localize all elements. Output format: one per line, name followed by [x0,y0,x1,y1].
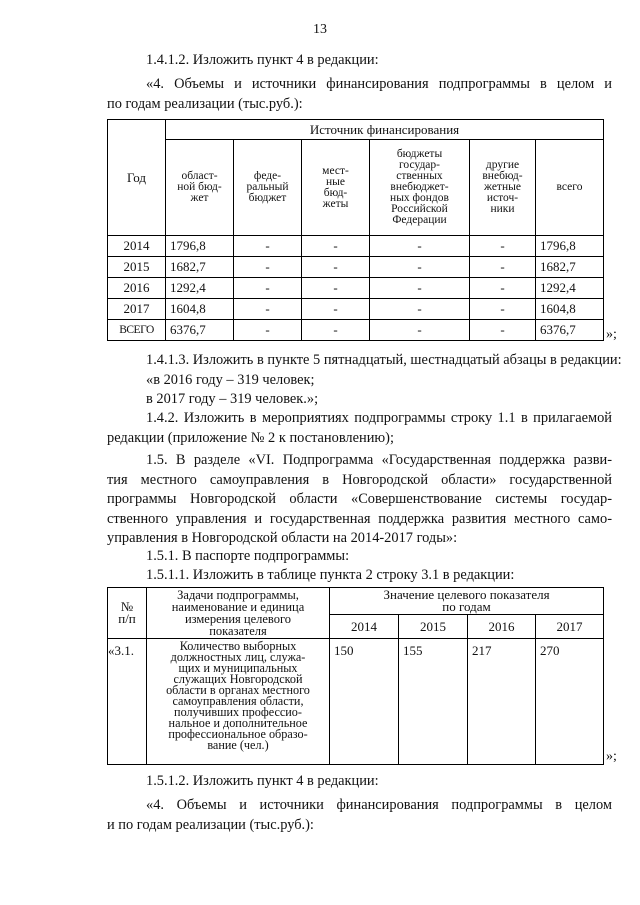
cell-local: - [302,257,370,278]
table2-closing-quote: »; [606,749,617,764]
cell-total: 1682,7 [536,257,604,278]
cell-number: «3.1. [108,639,147,765]
col-header-federal: феде- ральный бюджет [234,140,302,236]
table-row [108,236,604,257]
cell-total: 1796,8 [536,236,604,257]
col-header-year: Год [108,120,166,236]
cell-federal: - [234,320,302,341]
table-row [108,639,604,765]
paragraph-1-5-1: 1.5.1. В паспорте подпрограммы: [146,548,350,564]
paragraph-4-heading-2-line2: и по годам реализации (тыс.руб.): [107,817,314,833]
cell-regional: 1292,4 [166,278,234,299]
cell-value-2014: 150 [330,639,399,765]
cell-regional: 1796,8 [166,236,234,257]
col-header-2014: 2014 [330,615,399,639]
col-header-funds: бюджеты государ- ственных внебюджет- ных фондов Российской Федерации [370,140,470,236]
table-row [108,299,604,320]
paragraph-2017: в 2017 году – 319 человек.»; [146,391,319,407]
financing-table-1 [107,119,604,341]
cell-value-2017: 270 [536,639,604,765]
cell-federal: - [234,299,302,320]
cell-funds: - [370,257,470,278]
table-row [108,278,604,299]
cell-other: - [470,299,536,320]
paragraph-2016: «в 2016 году – 319 человек; [146,372,315,388]
col-header-2015: 2015 [399,615,468,639]
paragraph-1-4-1-3: 1.4.1.3. Изложить в пункте 5 пятнадцатый, шестнадцатый абзацы в редакции: [146,352,622,368]
paragraph-4-heading-line1: «4. Объемы и источники финансирования подпрограммы в целом и [146,76,612,92]
cell-year: 2017 [108,299,166,320]
col-header-other: другие внебюд- жетные источ- ники [470,140,536,236]
paragraph-1-5-line2: тия местного самоуправления в Новгородской области» государственной [107,472,612,488]
col-header-local: мест- ные бюд- жеты [302,140,370,236]
paragraph-1-4-1-2: 1.4.1.2. Изложить пункт 4 в редакции: [146,52,379,68]
cell-regional: 6376,7 [166,320,234,341]
paragraph-1-5-line5: управления в Новгородской области на 2014-2017 годы»: [107,530,458,546]
cell-federal: - [234,236,302,257]
cell-funds: - [370,320,470,341]
col-header-task: Задачи подпрограммы, наименование и единица измерения целевого показателя [147,588,330,639]
cell-local: - [302,236,370,257]
cell-year: ВСЕГО [108,320,166,341]
paragraph-1-5-1-2: 1.5.1.2. Изложить пункт 4 в редакции: [146,773,379,789]
paragraph-1-4-2-line2: редакции (приложение № 2 к постановлению); [107,430,394,446]
cell-local: - [302,299,370,320]
paragraph-1-5-line4: ственного управления и государственная поддержка развития местного само- [107,511,612,527]
cell-total: 6376,7 [536,320,604,341]
cell-federal: - [234,257,302,278]
cell-federal: - [234,278,302,299]
paragraph-4-heading-2-line1: «4. Объемы и источники финансирования подпрограммы в целом [146,797,612,813]
cell-funds: - [370,278,470,299]
cell-local: - [302,320,370,341]
cell-other: - [470,278,536,299]
col-header-2017: 2017 [536,615,604,639]
cell-task: Количество выборных должностных лиц, служа- щих и муниципальных служащих Новгородской области в органах местного самоуправления области, получивших профессио- нальное и дополнительное профессиональное образо- вание (чел.) [147,639,330,765]
table-row [108,257,604,278]
paragraph-1-5-line3: программы Новгородской области «Совершенствование системы государ- [107,491,612,507]
cell-total: 1604,8 [536,299,604,320]
paragraph-1-5-1-1: 1.5.1.1. Изложить в таблице пункта 2 строку 3.1 в редакции: [146,567,515,583]
cell-funds: - [370,236,470,257]
cell-year: 2014 [108,236,166,257]
cell-local: - [302,278,370,299]
cell-regional: 1604,8 [166,299,234,320]
col-header-number: № п/п [108,588,147,639]
table1-closing-quote: »; [606,327,617,342]
indicator-table-2 [107,587,604,765]
cell-value-2016: 217 [468,639,536,765]
paragraph-4-heading-line2: по годам реализации (тыс.руб.): [107,96,303,112]
col-header-regional: област- ной бюд- жет [166,140,234,236]
cell-other: - [470,236,536,257]
paragraph-1-5-line1: 1.5. В разделе «VI. Подпрограмма «Государственная поддержка разви- [146,452,612,468]
page-number: 13 [313,22,327,37]
col-header-2016: 2016 [468,615,536,639]
col-header-total: всего [536,140,604,236]
cell-total: 1292,4 [536,278,604,299]
cell-other: - [470,320,536,341]
table-row-total [108,320,604,341]
cell-other: - [470,257,536,278]
cell-funds: - [370,299,470,320]
col-header-indicator-values: Значение целевого показателя по годам [330,588,604,615]
cell-year: 2016 [108,278,166,299]
cell-value-2015: 155 [399,639,468,765]
cell-regional: 1682,7 [166,257,234,278]
paragraph-1-4-2-line1: 1.4.2. Изложить в мероприятиях подпрограммы строку 1.1 в прилагаемой [146,410,612,426]
col-header-source: Источник финансирования [166,120,604,140]
cell-year: 2015 [108,257,166,278]
